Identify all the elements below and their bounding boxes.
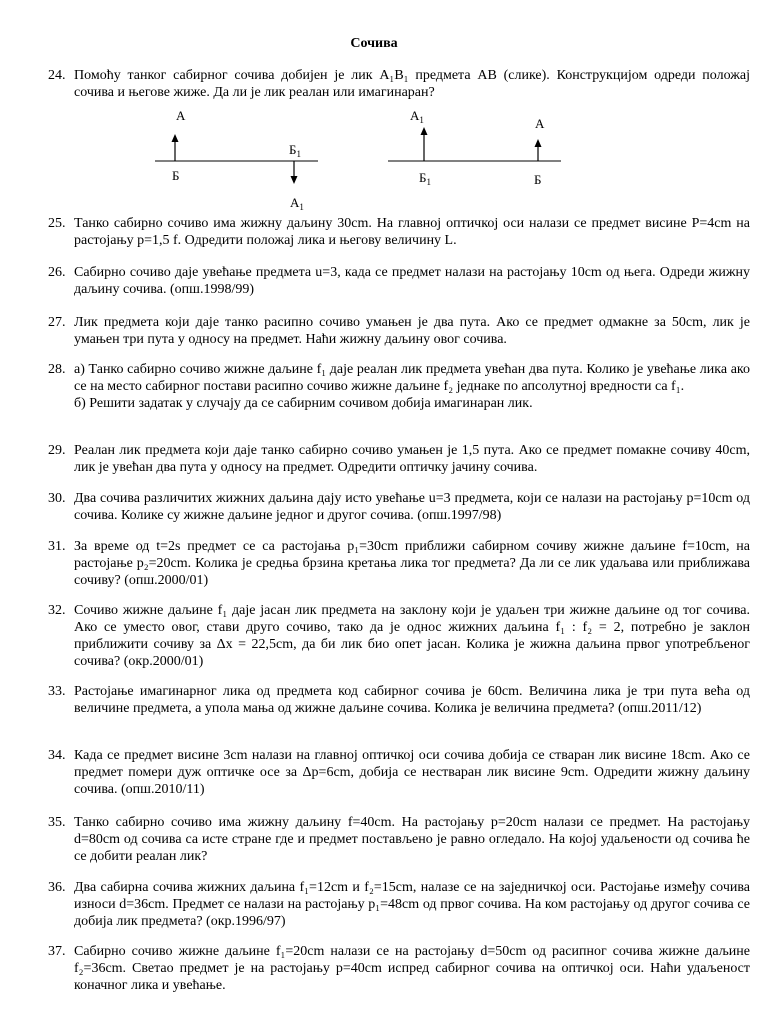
problem-text: Два сабирна сочива жижних даљина f₁=12cm и f₂=15cm, налазе се на заједничкој оси. Растојање између сочива износи d=36cm. Предмет се налази на растојању p₁=48cm од првог сочива. На ком растојању од другог сочива се добија лик предмета? (окр.1996/97): [74, 880, 750, 929]
problem-text: Растојање имагинарног лика од предмета код сабирног сочива је 60cm. Величина лика је три пута већа од величине предмета, а упола мања од жижне даљине сочива. Колика је величина предмета? (опш.2011/12): [74, 684, 750, 716]
problem-33: [48, 683, 750, 717]
problem-number: 27.: [48, 315, 66, 330]
problem-text: Танко сабирно сочиво има жижну даљину 30cm. На главној оптичкој оси налази се предмет висине P=4cm на растојању p=1,5 f. Одредити положај лика и његову величину L.: [74, 216, 750, 248]
problem-30: [48, 490, 750, 524]
problem-text: Сабирно сочиво даје увећање предмета u=3, када се предмет налази на растојању 10cm од њега. Одреди жижну даљину сочива. (опш.1998/99): [74, 265, 750, 297]
problem-text: За време од t=2s предмет се са растојања p₁=30cm приближи сабирном сочиву жижне даљине f=10cm, на растојање p₂=20cm. Колика је средња брзина кретања лика тог предмета? Да ли се лик удаљава или приближава сочиву? (опш.2000/01): [74, 539, 750, 588]
left-label-b1: $Б_1$: [289, 142, 301, 159]
problem-37: [48, 943, 750, 994]
left-label-a1: $A_1$: [290, 195, 304, 212]
page-title: Сочива: [350, 36, 398, 51]
problem-text-a: а) Танко сабирно сочиво жижне даљине f₁ даје реалан лик предмета увећан два пута. Колико је увећање лика ако се на место сабирног постави расипно сочиво жижне даљине f₂ једнаке по апсолутној вредности са f₁.: [74, 362, 750, 394]
problem-34: [48, 747, 750, 798]
problem-25: [48, 215, 750, 249]
left-label-b: Б: [172, 168, 180, 183]
problem-36: [48, 879, 750, 930]
problem-28: [48, 361, 750, 412]
problem-26: [48, 264, 750, 298]
problem-32: [48, 602, 750, 670]
problem-text: Лик предмета који даје танко расипно сочиво умањен је два пута. Ако се предмет одмакне за 50cm, лик је умањен три пута у односу на предмет. Наћи жижну даљину овог сочива.: [74, 315, 750, 347]
problem-35: [48, 814, 750, 865]
problem-27: [48, 314, 750, 348]
left-image-arrowhead: [291, 176, 298, 184]
right-label-a1: $A_1$: [410, 108, 424, 125]
problem-number: 37.: [48, 944, 66, 959]
right-label-a: A: [535, 116, 545, 131]
problem-number: 25.: [48, 216, 66, 231]
problem-text: Сабирно сочиво жижне даљине f₁=20cm налази се на растојању d=50cm од расипног сочива жижне даљине f₂=36cm. Светао предмет је на растојању p=40cm испред сабирног сочива на оптичкој оси. Наћи удаљеност коначног лика и увећање.: [74, 944, 750, 993]
problem-number: 36.: [48, 880, 66, 895]
left-label-a: A: [176, 108, 186, 123]
problem-text: Сочиво жижне даљине f₁ даје јасан лик предмета на заклону који је удаљен три жижне даљине од тог сочива. Ако се уместо овог, стави друго сочиво, тако да је однос жижних даљина f₁ : f₂ = 2, потребно је заклон приближити сочиву за Δx = 22,5cm, да би лик био опет јасан. Колика је жижна даљина првог употребљеног сочива? (окр.2000/01): [74, 603, 750, 669]
problem-text-b: б) Решити задатак у случају да се сабирним сочивом добија имагинаран лик.: [74, 396, 533, 411]
problem-text: Када се предмет висине 3cm налази на главној оптичкој оси сочива добија се стваран лик висине 18cm. Ако се предмет помери дуж оптичке осе за Δp=6cm, добија се нестваран лик висине 9cm. Одредити жижну даљину сочива. (опш.2010/11): [74, 748, 750, 797]
right-object-arrowhead: [535, 139, 542, 147]
right-label-b1: $Б_1$: [419, 170, 431, 187]
problem-number: 31.: [48, 539, 66, 554]
problem-text: Реалан лик предмета који даје танко сабирно сочиво умањен је 1,5 пута. Ако се предмет помакне сочиву 40cm, лик је увећан два пута у односу на предмет. Одредити оптичку јачину сочива.: [74, 443, 750, 475]
problem-text: Танко сабирно сочиво има жижну даљину f=40cm. На растојању p=20cm налази се предмет. На растојању d=80cm од сочива са исте стране где и предмет постављено је равно огледало. На којој удаљености од сочива ће се добити реалан лик?: [74, 815, 750, 864]
problem-number: 29.: [48, 443, 66, 458]
problem-number: 28.: [48, 362, 66, 377]
problem-number: 26.: [48, 265, 66, 280]
ray-diagram-figure: [0, 0, 768, 215]
problem-number: 24.: [48, 68, 66, 83]
problem-number: 30.: [48, 491, 66, 506]
right-image-arrowhead: [421, 127, 428, 135]
left-object-arrowhead: [172, 134, 179, 142]
problem-number: 35.: [48, 815, 66, 830]
problem-24: [48, 67, 750, 101]
right-label-b: Б: [534, 172, 542, 187]
problem-number: 34.: [48, 748, 66, 763]
problem-text: Помоћу танког сабирног сочива добијен је лик A₁B₁ предмета AB (слике). Конструкцијом одреди положај сочива и његове жиже. Да ли је лик реалан или имагинаран?: [74, 68, 750, 100]
problem-text: Два сочива различитих жижних даљина дају исто увећање u=3 предмета, који се налази на растојању p=10cm од сочива. Колике су жижне даљине једног и другог сочива. (опш.1997/98): [74, 491, 750, 523]
problem-31: [48, 538, 750, 589]
problem-number: 32.: [48, 603, 66, 618]
problem-29: [48, 442, 750, 476]
problem-number: 33.: [48, 684, 66, 699]
